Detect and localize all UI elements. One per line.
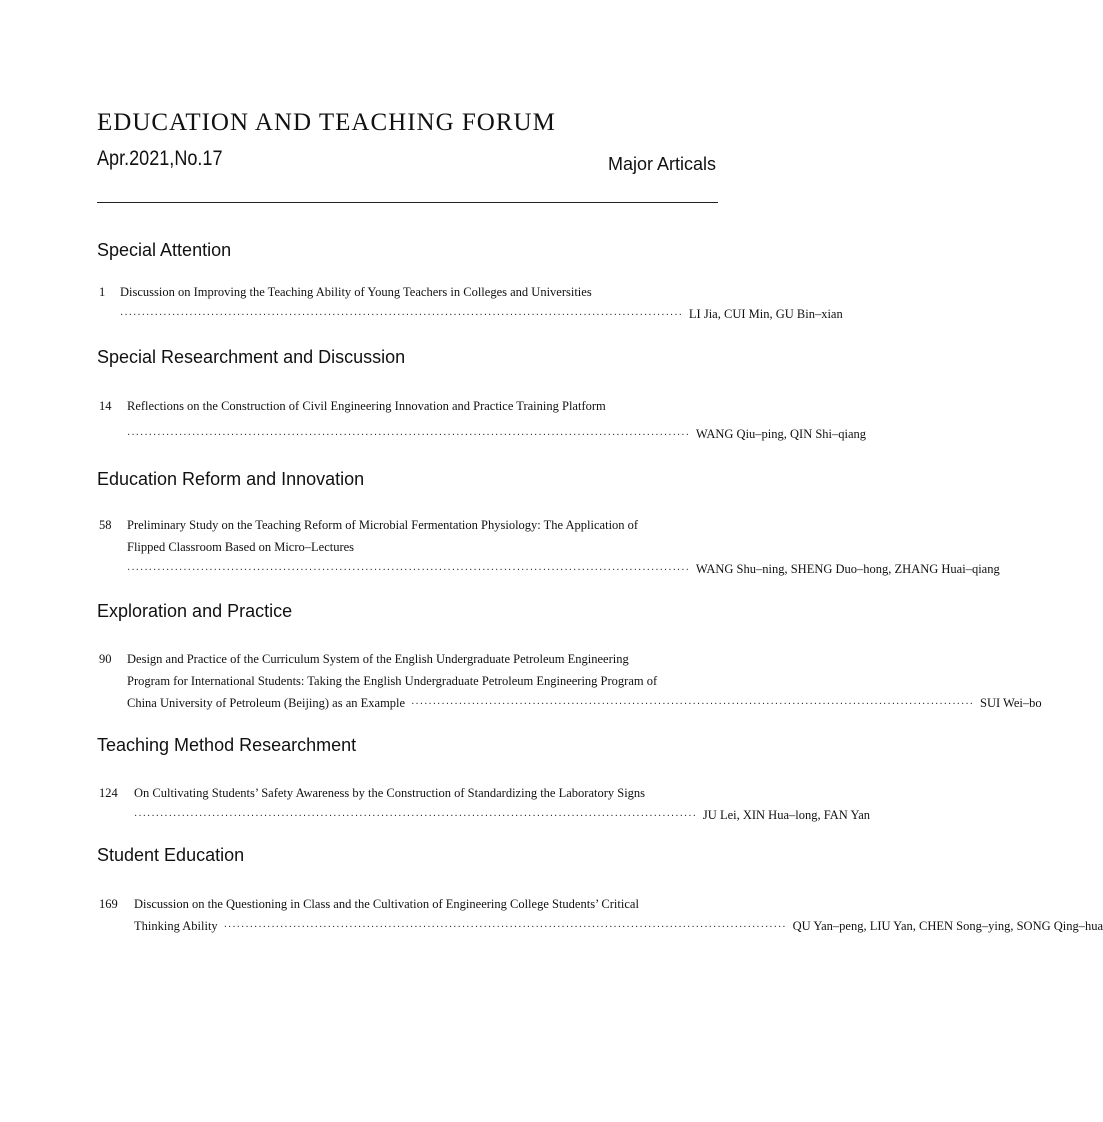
page-number: 169: [99, 897, 118, 911]
toc-entry[interactable]: [97, 514, 1000, 580]
toc-section: [97, 600, 1042, 714]
article-title-continued: Flipped Classroom Based on Micro–Lectures: [127, 540, 355, 554]
article-authors: JU Lei, XIN Hua–long, FAN Yan: [702, 808, 871, 822]
toc-section: [97, 468, 1000, 580]
toc-section: [97, 734, 871, 826]
page-number: 90: [99, 652, 112, 666]
toc-entry[interactable]: [97, 648, 1042, 714]
toc-entry[interactable]: [97, 281, 843, 325]
article-authors: SUI Wei–bo: [980, 696, 1042, 710]
page-number: 1: [99, 285, 106, 299]
section-title: Education Reform and Innovation: [97, 469, 365, 489]
page-number: 14: [99, 399, 112, 413]
article-authors: QU Yan–peng, LIU Yan, CHEN Song–ying, SONG Qing–hua: [792, 919, 1103, 933]
toc-entry[interactable]: [97, 395, 867, 445]
section-title: Special Researchment and Discussion: [97, 347, 406, 367]
section-title: Student Education: [97, 845, 245, 865]
leader-dots: ··································································································································: [411, 699, 974, 710]
toc-entry[interactable]: [97, 782, 871, 826]
section-label: Major Articals: [607, 154, 716, 174]
article-authors: LI Jia, CUI Min, GU Bin–xian: [688, 307, 843, 321]
article-title: On Cultivating Students’ Safety Awareness by the Construction of Standardizing the Laboratory Signs: [134, 786, 646, 800]
article-authors: WANG Shu–ning, SHENG Duo–hong, ZHANG Huai–qiang: [695, 562, 1000, 576]
article-title-continued: Program for International Students: Taking the English Undergraduate Petroleum Engineering Program of: [127, 674, 658, 688]
leader-dots: ··································································································································: [223, 922, 787, 933]
article-title-continued: Thinking Ability: [134, 919, 218, 933]
section-title: Exploration and Practice: [97, 601, 293, 621]
article-title: Discussion on Improving the Teaching Ability of Young Teachers in Colleges and Universities: [120, 285, 592, 299]
toc-section: [97, 346, 867, 445]
page-number: 124: [99, 786, 118, 800]
leader-dots: ··································································································································: [134, 811, 697, 822]
article-title: Reflections on the Construction of Civil Engineering Innovation and Practice Training Platform: [127, 399, 606, 413]
section-title: Special Attention: [97, 240, 232, 260]
toc-section: [97, 844, 1103, 937]
toc-section: [97, 239, 843, 325]
article-title-continued: China University of Petroleum (Beijing) as an Example: [127, 696, 406, 710]
journal-title: EDUCATION AND TEACHING FORUM: [97, 109, 556, 136]
article-authors: WANG Qiu–ping, QIN Shi–qiang: [695, 427, 867, 441]
article-title: Design and Practice of the Curriculum System of the English Undergraduate Petroleum Engineering: [127, 652, 629, 666]
issue-label: Apr.2021,No.17: [97, 147, 223, 170]
page-number: 58: [99, 518, 112, 532]
header-rule: [97, 202, 718, 203]
section-title: Teaching Method Researchment: [97, 735, 357, 755]
leader-dots: ··································································································································: [127, 565, 690, 576]
toc-entry[interactable]: [97, 893, 1103, 937]
article-title: Preliminary Study on the Teaching Reform of Microbial Fermentation Physiology: The Application of: [127, 518, 639, 532]
leader-dots: ··································································································································: [127, 430, 690, 441]
article-title: Discussion on the Questioning in Class and the Cultivation of Engineering College Students’ Critical: [134, 897, 639, 911]
leader-dots: ··································································································································: [120, 310, 683, 321]
